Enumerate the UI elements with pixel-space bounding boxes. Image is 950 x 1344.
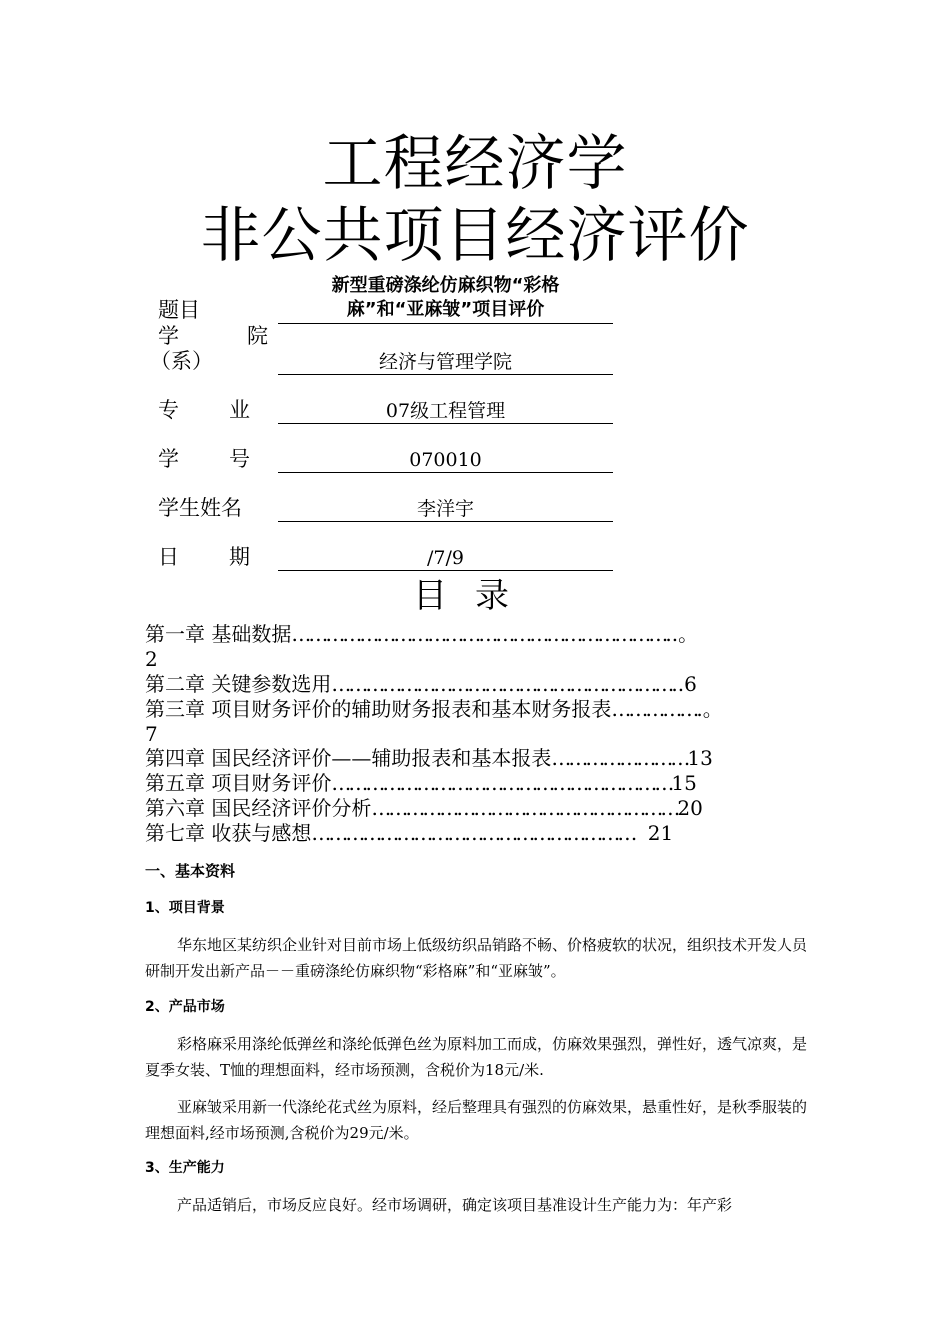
toc-item-page: .。	[696, 697, 723, 721]
major-label	[158, 398, 250, 423]
date-label	[158, 545, 250, 570]
toc-title: 目录	[413, 576, 537, 616]
subject-label: 题目	[158, 298, 200, 322]
toc-item-label: 第二章 关键参数选用	[145, 672, 332, 696]
toc-item-leader: ……………………………………………………	[331, 672, 672, 696]
toc-item[interactable]	[145, 746, 713, 770]
toc-item[interactable]	[145, 821, 673, 845]
paragraph: 彩格麻采用涤纶低弹丝和涤纶低弹色丝为原料加工而成，仿麻效果强烈，弹性好，透气凉爽，是夏季女装、T恤的理想面料，经市场预测，含税价为18元/米.	[145, 1035, 808, 1079]
subsection-heading: 1、项目背景	[145, 900, 225, 916]
student-name-label: 学生姓名	[158, 496, 242, 520]
toc-item-label: 第四章 国民经济评价——辅助报表和基本报表	[145, 746, 552, 770]
toc-item[interactable]	[145, 622, 698, 646]
toc-item-page: 21	[647, 821, 674, 845]
student-id-label	[158, 447, 250, 472]
section-heading: 一、基本资料	[145, 862, 236, 880]
major-underline	[278, 423, 613, 424]
major-label-char-2: 业	[229, 398, 250, 422]
college-underline	[278, 374, 613, 375]
major-label-char-1: 专	[158, 398, 179, 422]
college-label	[158, 324, 268, 349]
toc-item-page-wrap: 2	[145, 647, 158, 671]
toc-item-page: ..。	[665, 622, 699, 646]
toc-item-leader: ……………	[611, 697, 697, 721]
toc-item-page: ..6	[671, 672, 697, 696]
student-name-underline	[278, 521, 613, 522]
toc-item-leader: …………………………………………………………	[291, 622, 666, 646]
subject-line-2: 麻”和“亚麻皱”项目评价	[346, 299, 545, 320]
student-id-label-char-2: 号	[229, 447, 250, 471]
toc-item-leader: ……………………………………………………	[331, 771, 672, 795]
toc-item[interactable]	[145, 672, 697, 696]
subsection-heading: 2、产品市场	[145, 999, 225, 1015]
subject-line-1: 新型重磅涤纶仿麻织物“彩格	[331, 275, 560, 296]
student-id-label-char-1: 学	[158, 447, 179, 471]
toc-item-label: 第六章 国民经济评价分析	[145, 796, 372, 820]
date-value: /7/9	[427, 547, 464, 569]
toc-item[interactable]	[145, 771, 697, 795]
paragraph: 华东地区某纺织企业针对目前市场上低级纺织品销路不畅、价格疲软的状况，组织技术开发人员研制开发出新产品－－重磅涤纶仿麻织物“彩格麻”和“亚麻皱”。	[145, 936, 808, 980]
college-value: 经济与管理学院	[378, 351, 512, 373]
subject-underline	[278, 323, 613, 324]
document-subtitle: 非公共项目经济评价	[200, 201, 750, 271]
toc-item-label: 第七章 收获与感想	[145, 821, 312, 845]
date-label-char-2: 期	[229, 545, 250, 569]
toc-item-leader: ……………………	[551, 746, 688, 770]
toc-item-page: 13	[687, 746, 713, 770]
toc-item[interactable]	[145, 796, 703, 820]
student-id-value: 070010	[409, 449, 482, 471]
toc-item-label: 第三章 项目财务评价的辅助财务报表和基本财务报表	[145, 697, 612, 721]
toc-item[interactable]	[145, 697, 723, 721]
document-title: 工程经济学	[322, 129, 628, 199]
student-name-value: 李洋宇	[416, 498, 474, 520]
toc-item-leader: ………………………………………………	[371, 796, 678, 820]
college-label-suffix: （系）	[150, 349, 213, 373]
toc-item-label: 第一章 基础数据	[145, 622, 292, 646]
major-value: 07级工程管理	[385, 400, 506, 422]
toc-item-label: 第五章 项目财务评价	[145, 771, 332, 795]
paragraph: 亚麻皱采用新一代涤纶花式丝为原料，经后整理具有强烈的仿麻效果，悬重性好，是秋季服装的理想面料,经市场预测,含税价为29元/米。	[145, 1098, 808, 1142]
subsection-heading: 3、生产能力	[145, 1160, 225, 1176]
toc-item-leader: …………………………………………………	[311, 821, 638, 845]
date-label-char-1: 日	[158, 545, 179, 569]
toc-item-page: 15	[671, 771, 697, 795]
toc-item-page-wrap: 7	[145, 722, 158, 746]
date-underline	[278, 570, 613, 571]
college-label-char-1: 学	[158, 324, 179, 348]
toc-item-page: 20	[677, 796, 703, 820]
subject-value	[278, 274, 613, 322]
student-id-underline	[278, 472, 613, 473]
college-label-char-2: 院	[247, 324, 268, 348]
paragraph: 产品适销后，市场反应良好。经市场调研，确定该项目基准设计生产能力为：年产彩	[177, 1196, 733, 1214]
